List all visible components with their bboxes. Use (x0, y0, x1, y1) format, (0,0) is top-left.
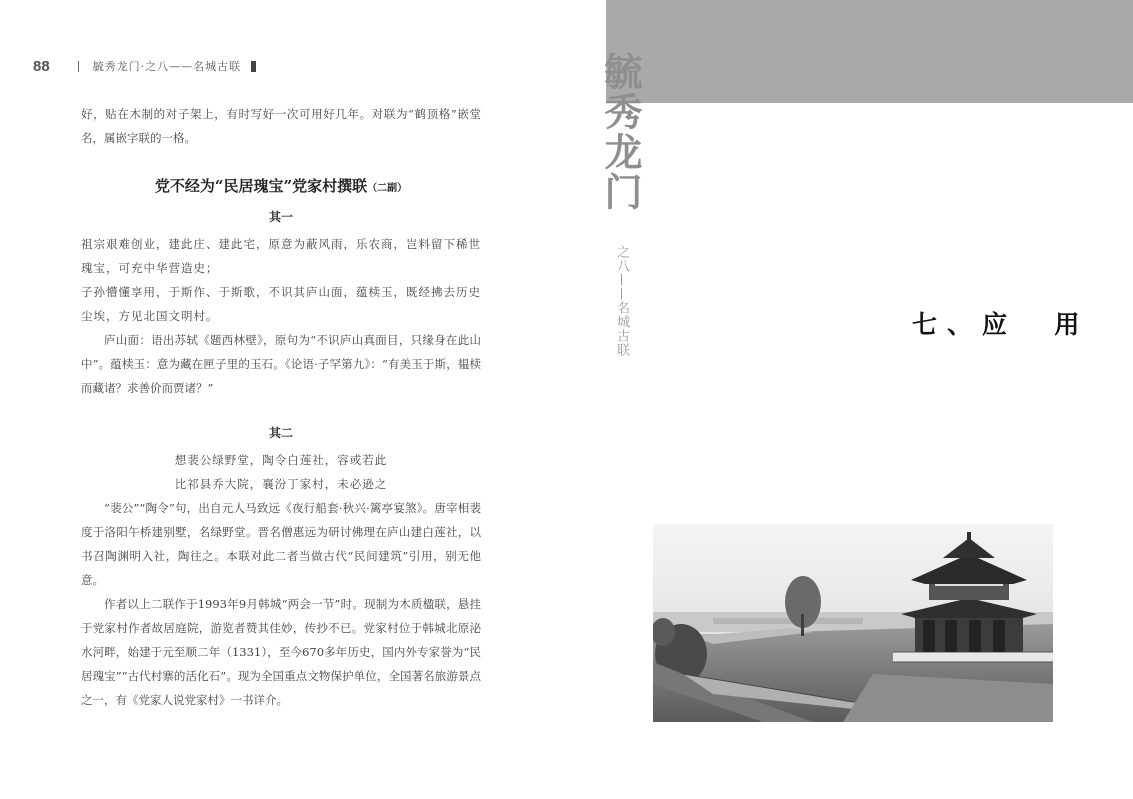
intro-paragraph: 好，贴在木制的对子架上，有时写好一次可用好几年。对联为“鹤顶格”嵌堂名，属嵌字联的一格。 (81, 107, 481, 145)
header-separator (78, 61, 79, 72)
tower-photo (653, 524, 1053, 722)
page-header (33, 56, 256, 76)
part2-note1: “裴公”“陶令”句，出自元人马致远《夜行船套·秋兴·篱亭宴煞》。唐宰相裴度于洛阳午桥建别墅，名绿野堂。晋名僧惠远为研讨佛理在庐山建白莲社，以书召陶渊明入社，陶往之。本联对此二者当做古代“民间建筑”引用，别无他意。 (81, 501, 481, 587)
part1-couplet-line1: 祖宗艰难创业，建此庄、建此宅，原意为蔽风雨，乐农商，岂料留下稀世瑰宝，可充中华营造史； (81, 237, 481, 275)
part2-note2: 作者以上二联作于1993年9月韩城“两会一节”时。现制为木质楹联，悬挂于党家村作者故居庭院，游览者赞其佳妙，传抄不已。党家村位于韩城北原泌水河畔，始建于元至顺二年（1331），至今670多年历史，国内外专家誉为“民居瑰宝”“古代村寨的活化石”。现为全国重点文物保护单位，全国著名旅游景点之一，有《党家人说党家村》一书详介。 (81, 597, 481, 707)
section-title-text: 党不经为“民居瑰宝”党家村撰联 (154, 177, 368, 195)
part1-heading: 其一 (268, 210, 293, 224)
running-title: 毓秀龙门·之八——名城古联 (92, 60, 242, 73)
part2-couplet-line2: 比祁县乔大院，襄汾丁家村，未必逊之 (174, 477, 388, 491)
part1-couplet-line2: 子孙懵懂享用，于斯作、于斯歌，不识其庐山面，蕴椟玉，既经拂去历史尘埃，方见北国文明村。 (81, 285, 481, 323)
header-block-mark (251, 61, 256, 72)
chapter-title: 七、应 用 (912, 310, 1090, 339)
page-number: 88 (33, 57, 50, 75)
part1-note: 庐山面：语出苏轼《题西林壁》，原句为“不识庐山真面目，只缘身在此山中”。蕴椟玉：意为藏在匣子里的玉石。《论语·子罕第九》：“有美玉于斯，韫椟而藏诸？求善价而贾诸？” (81, 333, 481, 395)
gray-header-band (606, 0, 1133, 103)
vertical-book-title: 毓秀龙门 (598, 52, 642, 212)
left-page (0, 0, 566, 799)
part2-couplet-line1: 想裴公绿野堂，陶令白莲社，容或若此 (174, 453, 388, 467)
part2-heading: 其二 (268, 426, 293, 440)
section-title-note: （二副） (367, 183, 408, 194)
section-title (81, 173, 481, 202)
vertical-subtitle: 之八——名城古联 (614, 245, 629, 357)
body-text-column (81, 102, 481, 712)
spacer (81, 400, 481, 422)
